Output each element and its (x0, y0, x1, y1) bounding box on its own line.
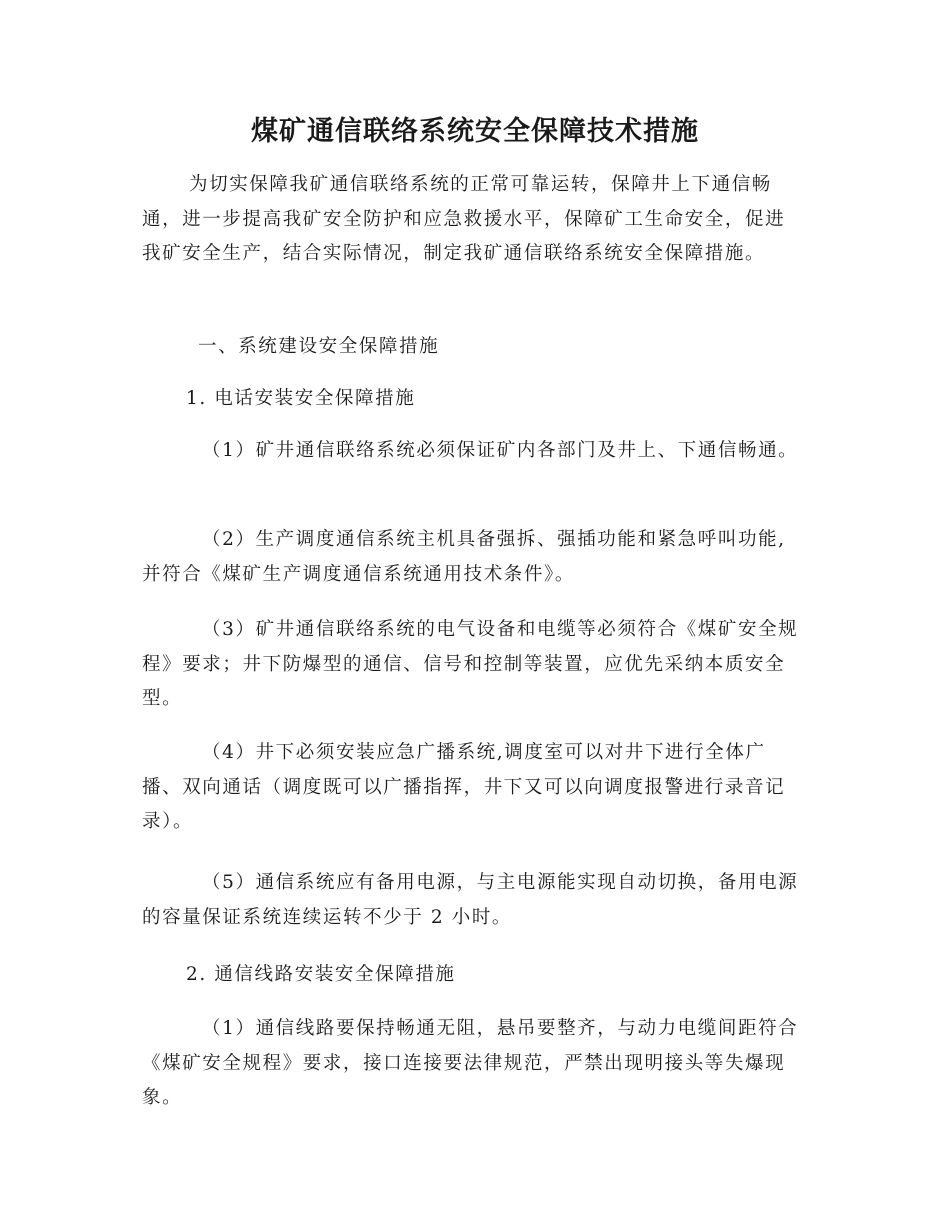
subsection-heading-2: 2. 通信线路安装安全保障措施 (186, 964, 456, 985)
list-item: （4）井下必须安装应急广播系统,调度室可以对井下进行全体广播、双向通话（调度既可以广播指挥，井下又可以向调度报警进行录音记录）。 (142, 742, 786, 832)
list-item: （1）矿井通信联络系统必须保证矿内各部门及井上、下通信畅通。 (202, 440, 799, 461)
list-item: （1）通信线路要保持畅通无阻，悬吊要整齐，与动力电缆间距符合《煤矿安全规程》要求，接口连接要法律规范，严禁出现明接头等失爆现象。 (142, 1018, 799, 1108)
subsection-heading-1: 1. 电话安装安全保障措施 (186, 388, 416, 409)
list-item: （3）矿井通信联络系统的电气设备和电缆等必须符合《煤矿安全规程》要求；井下防爆型的通信、信号和控制等装置，应优先采纳本质安全型。 (142, 619, 799, 709)
section-heading: 一、系统建设安全保障措施 (198, 336, 440, 357)
document-title: 煤矿通信联络系统安全保障技术措施 (251, 116, 699, 147)
list-item: （5）通信系统应有备用电源，与主电源能实现自动切换，备用电源的容量保证系统连续运转不少于 2 小时。 (142, 872, 799, 928)
list-item: （2）生产调度通信系统主机具备强拆、强插功能和紧急呼叫功能,并符合《煤矿生产调度通信系统通用技术条件》。 (142, 529, 786, 585)
intro-paragraph: 为切实保障我矿通信联络系统的正常可靠运转，保障井上下通信畅通，进一步提高我矿安全防护和应急救援水平，保障矿工生命安全，促进我矿安全生产，结合实际情况，制定我矿通信联络系统安全保障措施。 (142, 174, 786, 264)
